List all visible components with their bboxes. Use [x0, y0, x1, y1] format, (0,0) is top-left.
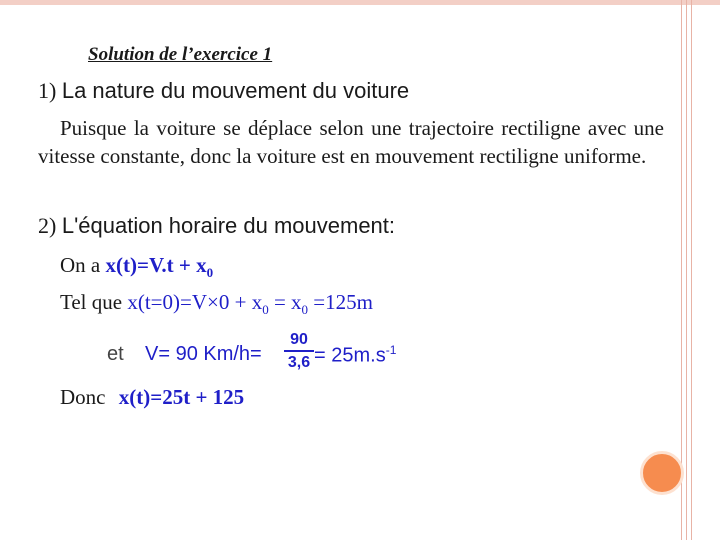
section-heading-2: [38, 213, 395, 239]
velocity-left: V= 90 Km/h=: [145, 343, 262, 365]
equation-part: =125m: [308, 290, 373, 314]
equation-formula: [105, 253, 214, 281]
slide-title: Solution de l’exercice 1: [88, 44, 273, 65]
equation-part: = x: [268, 290, 302, 314]
decorative-rail-line: [681, 0, 682, 540]
equation-main: x(t)=V.t + x: [105, 253, 207, 277]
subscript: 0: [206, 265, 214, 281]
section-heading-text: L'équation horaire du mouvement:: [61, 213, 396, 238]
section-heading-1: [38, 78, 409, 104]
section-number: 2): [38, 213, 57, 238]
fraction-numerator: 90: [290, 331, 308, 348]
decorative-rail-line: [691, 0, 692, 540]
equation-prefix: On a: [60, 253, 101, 277]
equation-line-4: [60, 385, 244, 410]
subscript: 0: [301, 302, 309, 318]
final-equation: x(t)=25t + 125: [118, 385, 245, 409]
equation-prefix: et: [107, 343, 124, 365]
section-heading-text: La nature du mouvement du voiture: [61, 78, 410, 103]
fraction-denominator: 3,6: [287, 354, 311, 371]
equation-line-1: [60, 253, 213, 281]
superscript: -1: [385, 343, 397, 357]
decorative-rail-line: [686, 0, 687, 540]
subscript: 0: [262, 302, 269, 318]
equation-prefix: Tel que: [60, 290, 123, 314]
top-border: [0, 0, 720, 5]
velocity-right: [314, 343, 396, 368]
section-number: 1): [38, 78, 57, 103]
velocity-value: = 25m.s: [314, 344, 386, 367]
equation-formula: [127, 290, 373, 318]
equation-line-2: [60, 290, 373, 318]
explanation-paragraph: Puisque la voiture se déplace selon une trajectoire rectiligne avec une vitesse constante, donc la voiture est en mouvement rectiligne uniforme.: [38, 116, 664, 168]
fraction: [283, 330, 315, 372]
decorative-orange-circle: [640, 451, 684, 495]
equation-prefix: Donc: [60, 385, 106, 409]
equation-part: x(t=0)=V×0 + x: [127, 290, 263, 314]
